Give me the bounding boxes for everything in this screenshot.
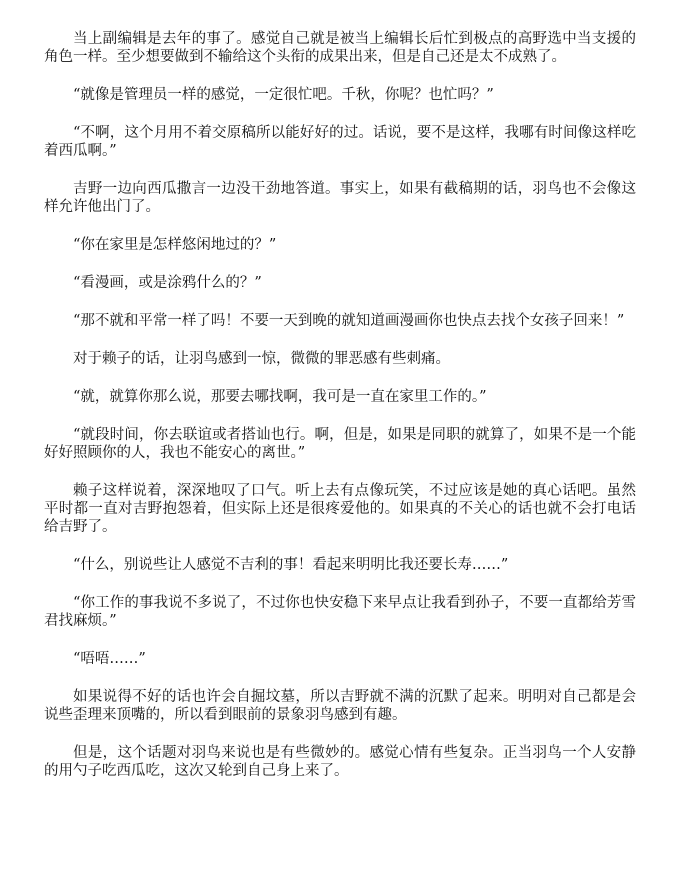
paragraph: “不啊，这个月用不着交原稿所以能好好的过。话说，要不是这样，我哪有时间像这样吃着西瓜啊。”	[44, 125, 636, 159]
paragraph: 如果说得不好的话也许会自掘坟墓，所以吉野就不满的沉默了起来。明明对自己都是会说些歪理来顶嘴的，所以看到眼前的景象羽鸟感到有趣。	[44, 689, 636, 723]
paragraph: 赖子这样说着，深深地叹了口气。听上去有点像玩笑，不过应该是她的真心话吧。虽然平时都一直对吉野抱怨着，但实际上还是很疼爱他的。如果真的不关心的话也就不会打电话给吉野了。	[44, 483, 636, 535]
text-body	[44, 30, 636, 800]
paragraph: 当上副编辑是去年的事了。感觉自己就是被当上编辑长后忙到极点的高野选中当支援的角色一样。至少想要做到不输给这个头衔的成果出来，但是自己还是太不成熟了。	[44, 31, 636, 65]
paragraph: “你在家里是怎样悠闲地过的？”	[73, 237, 277, 253]
paragraph: 但是，这个话题对羽鸟来说也是有些微妙的。感觉心情有些复杂。正当羽鸟一个人安静的用勺子吃西瓜吃，这次又轮到自己身上来了。	[44, 745, 636, 779]
paragraph: “什么，别说些让人感觉不吉利的事！看起来明明比我还要长寿……”	[73, 557, 509, 573]
paragraph: 吉野一边向西瓜撒言一边没干劲地答道。事实上，如果有截稿期的话，羽鸟也不会像这样允许他出门了。	[44, 181, 636, 215]
paragraph: “你工作的事我说不多说了，不过你也快安稳下来早点让我看到孙子，不要一直都给芳雪君找麻烦。”	[44, 595, 636, 629]
paragraph: “就段时间，你去联谊或者搭讪也行。啊，但是，如果是同职的就算了，如果不是一个能好好照顾你的人，我也不能安心的离世。”	[44, 427, 636, 461]
paragraph: “就像是管理员一样的感觉，一定很忙吧。千秋，你呢？也忙吗？”	[73, 87, 494, 103]
paragraph: “就，就算你那么说，那要去哪找啊，我可是一直在家里工作的。”	[73, 389, 487, 405]
paragraph: “唔唔……”	[73, 651, 146, 667]
paragraph: “那不就和平常一样了吗！不要一天到晚的就知道画漫画你也快点去找个女孩子回来！”	[73, 313, 625, 329]
paragraph: 对于赖子的话，让羽鸟感到一惊，微微的罪恶感有些刺痛。	[73, 351, 450, 367]
paragraph: “看漫画，或是涂鸦什么的？”	[73, 275, 262, 291]
